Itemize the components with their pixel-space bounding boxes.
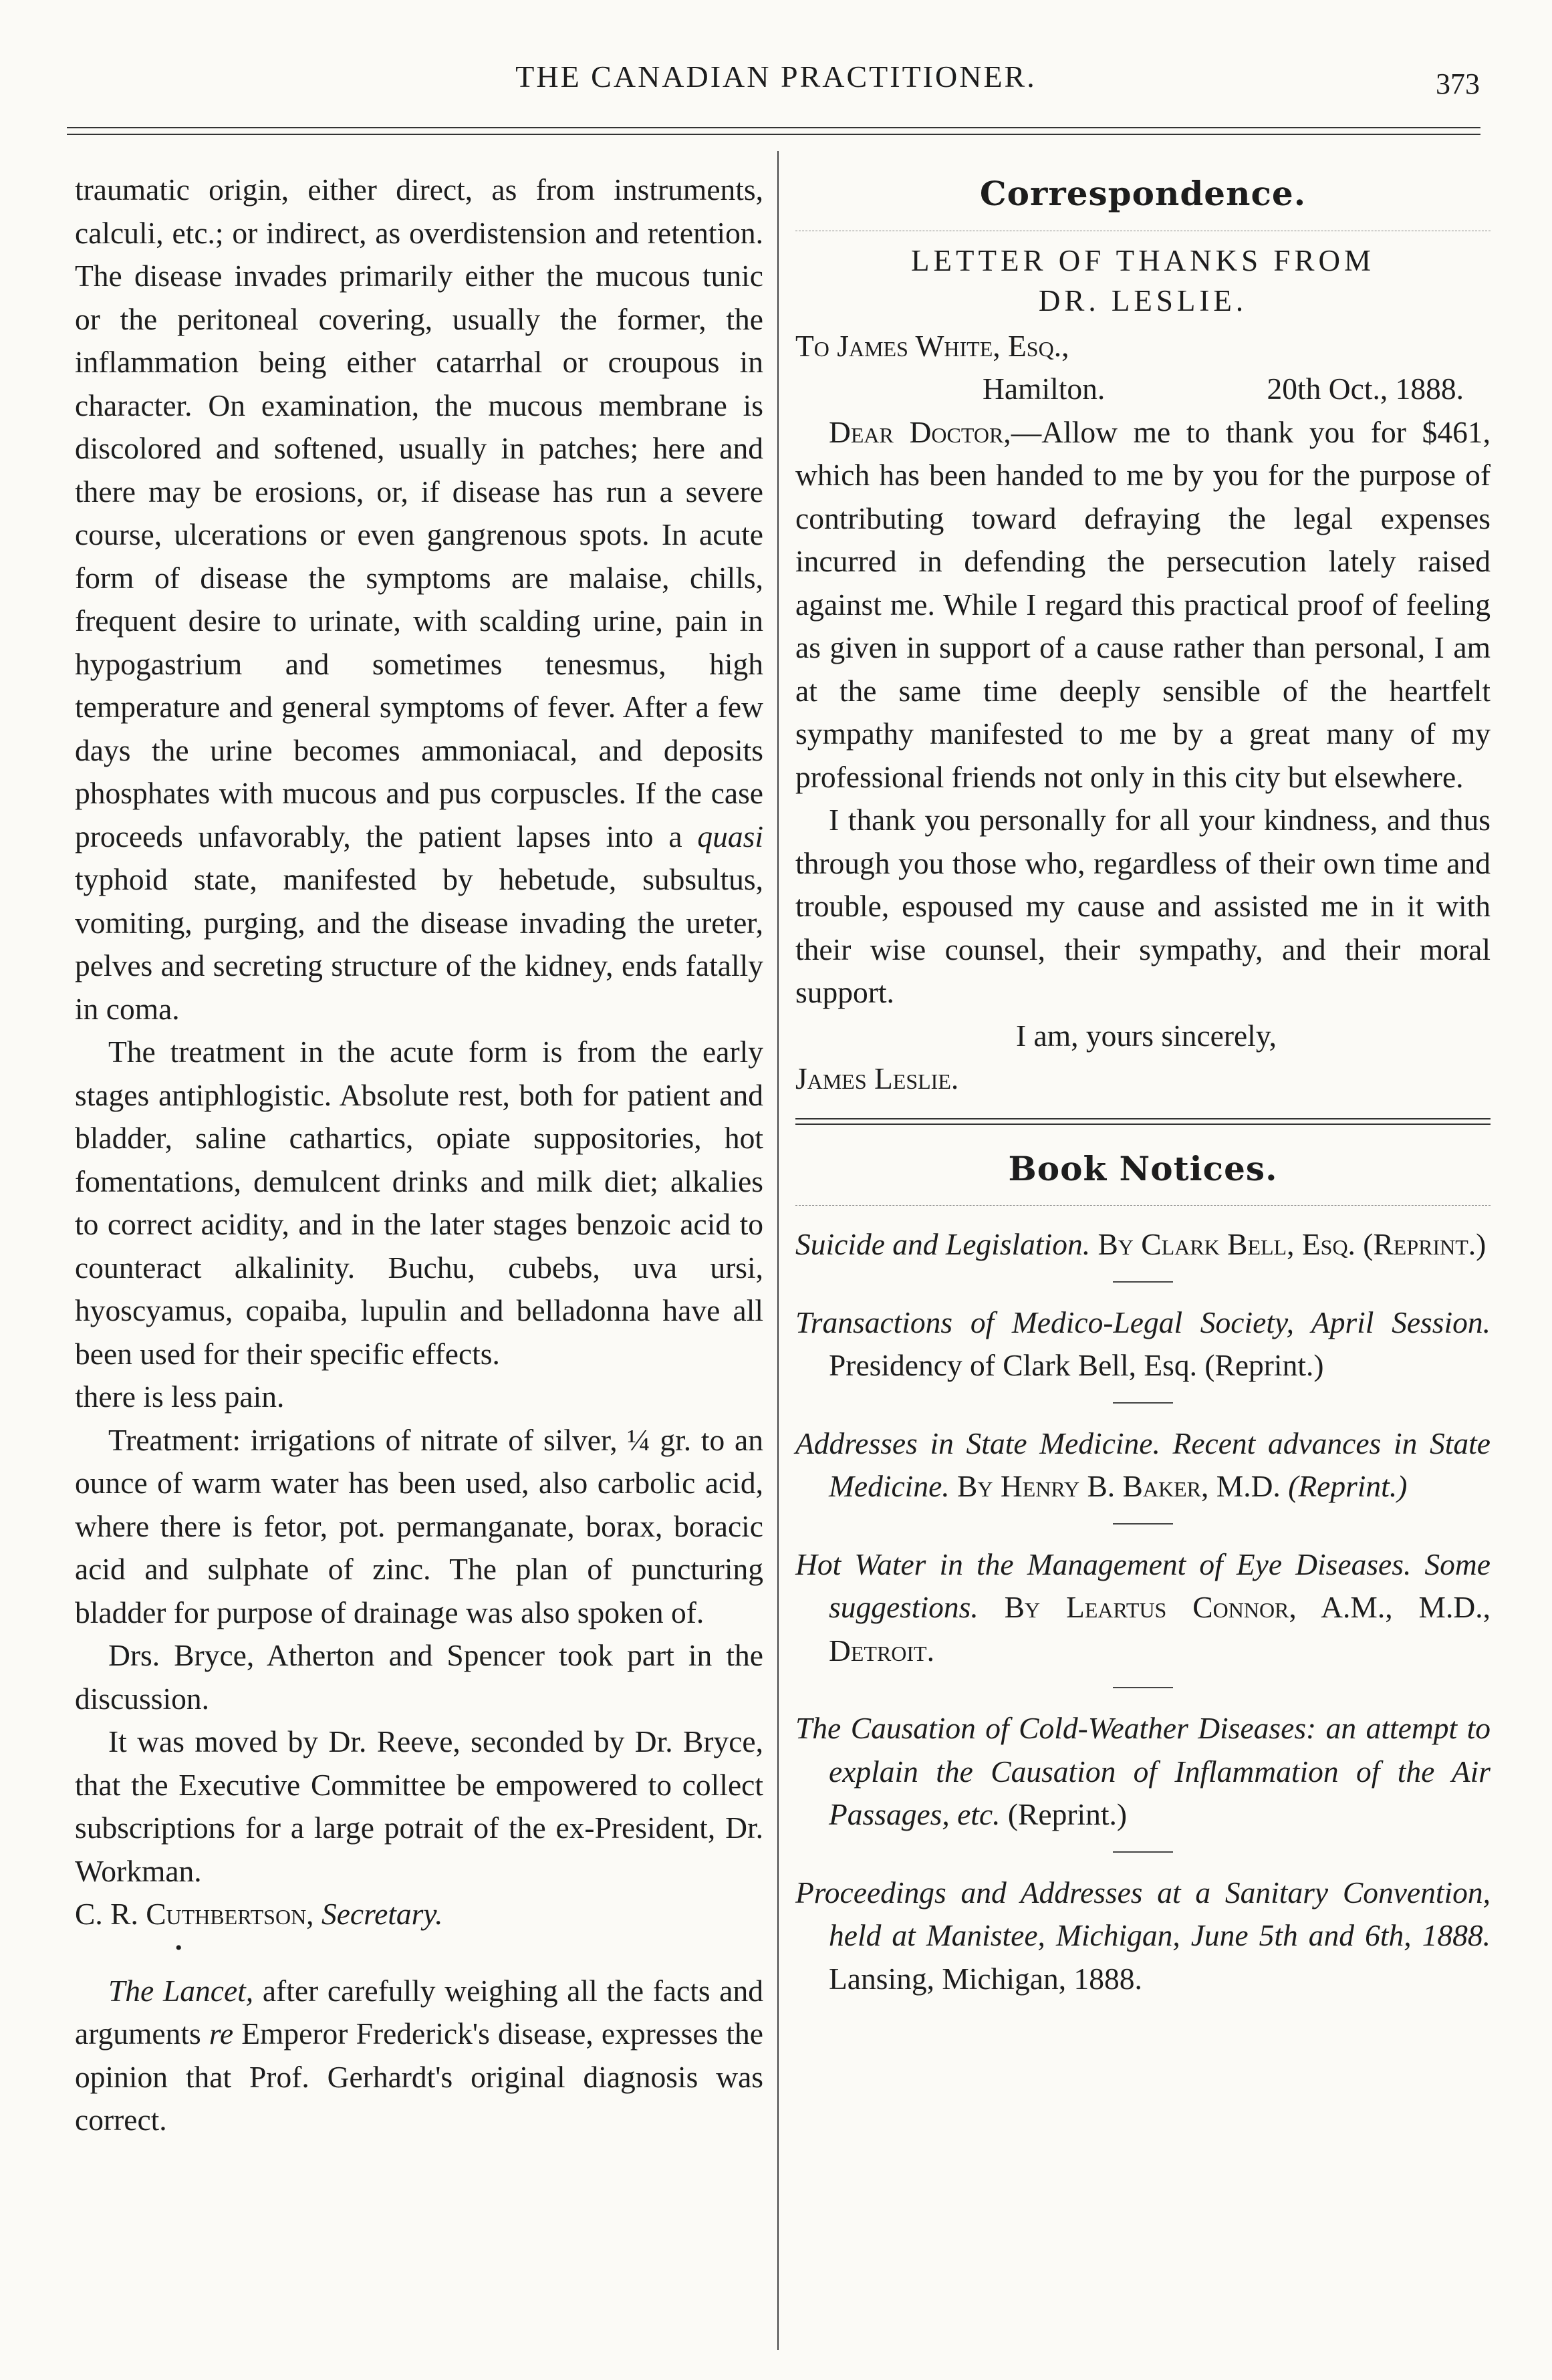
paragraph-lancet xyxy=(75,1970,763,2142)
paragraph-cystitis-description xyxy=(75,168,763,1031)
letter-paragraph-2: I thank you personally for all your kindness, and thus through you those who, regardless of their own time and trouble, espoused my cause and assisted me in it with their wise counsel, their sympathy, and their moral support. xyxy=(795,803,1491,1009)
signature-title: Secretary. xyxy=(321,1897,443,1931)
paragraph-text-end: typhoid state, manifested by hebetude, subsultus, vomiting, purging, and the disease invading the ureter, pelves and secreting structure of the kidney, ends fatally in coma. xyxy=(75,862,763,1026)
notice-divider xyxy=(1113,1523,1173,1525)
section-double-rule xyxy=(795,1118,1491,1125)
notice-details: By Leartus Connor, A.M., M.D., Detroit. xyxy=(829,1590,1491,1668)
lancet-re: re xyxy=(209,2016,234,2051)
notice-details: Lansing, Michigan, 1888. xyxy=(829,1961,1142,1996)
notice-title: Addresses in State Medicine. Recent advances in State Medicine. xyxy=(795,1426,1491,1503)
book-notice-item xyxy=(795,1223,1491,1267)
book-notice-item xyxy=(795,1871,1491,2001)
secretary-signature xyxy=(75,1893,763,1936)
letter-paragraph-1 xyxy=(795,411,1491,799)
page-number: 373 xyxy=(1436,68,1480,100)
paragraph-treatment-irrigations: Treatment: irrigations of nitrate of silver, ¼ gr. to an ounce of warm water has been used, also carbolic acid, where there is fetor, pot. permanganate, borax, boracic acid and sulphate of zinc. The plan of puncturing bladder for purpose of drainage was also spoken of. xyxy=(75,1422,763,1629)
letter-paragraph-1-text: —Allow me to thank you for $461, which has been handed to me by you for the purpose of contributing toward defraying the legal expenses incurred in defending the persecution lately raised against me. While I regard this practical proof of feeling as given in support of a cause rather than personal, I am at the same time deeply sensible of the heartfelt sympathy manifested to me by a great many of my professional friends not only in this city but elsewhere. xyxy=(795,414,1491,794)
lancet-text: after carefully weighing all the facts and arguments xyxy=(75,1973,763,2051)
right-column xyxy=(795,168,1491,2000)
book-notices-heading: Book Notices. xyxy=(1008,1148,1278,1188)
notice-divider xyxy=(1113,1851,1173,1853)
notice-title: The Causation of Cold-Weather Diseases: an attempt to explain the Causation of Inflammation of the Air Passages, etc. xyxy=(795,1711,1491,1831)
notice-title: Transactions of Medico-Legal Society, April Session. xyxy=(795,1305,1491,1339)
letter-date: 20th Oct., 1888. xyxy=(1267,372,1464,406)
letter-place-date xyxy=(795,368,1491,411)
letter-closing: I am, yours sincerely, xyxy=(1016,1018,1277,1053)
paragraph-less-pain: there is less pain. xyxy=(75,1379,285,1414)
letter-title xyxy=(795,241,1491,321)
paragraph-discussion: Drs. Bryce, Atherton and Spencer took part in the discussion. xyxy=(75,1638,763,1716)
letter-salutation: Dear Doctor, xyxy=(829,414,1011,449)
letter-title-line-2: DR. LESLIE. xyxy=(1038,283,1248,317)
notice-details: By Henry B. Baker, M.D. xyxy=(949,1469,1289,1503)
signature-name: C. R. Cuthbertson, xyxy=(75,1897,314,1931)
notice-divider xyxy=(1113,1687,1173,1688)
lancet-text-end: Emperor Frederick's disease, expresses the opinion that Prof. Gerhardt's original diagnosis was correct. xyxy=(75,2016,763,2137)
notice-details: By Clark Bell, Esq. (Reprint.) xyxy=(1090,1227,1486,1261)
letter-signer: James Leslie. xyxy=(795,1061,959,1095)
running-title: THE CANADIAN PRACTITIONER. xyxy=(515,59,1037,94)
paragraph-text: traumatic origin, either direct, as from instruments, calculi, etc.; or indirect, as overdistension and retention. The disease invades primarily either the mucous tunic or the peritoneal covering, usually the former, the inflammation being either catarrhal or croupous in character. On examination, the mucous membrane is discolored and softened, usually in patches; here and there may be erosions, or, if disease has run a severe course, ulcerations or even gangrenous spots. In acute form of disease the symptoms are malaise, chills, frequent desire to urinate, with scalding urine, pain in hypogastrium and sometimes tenesmus, high temperature and general symptoms of fever. After a few days the urine becomes ammoniacal, and deposits phosphates with mucous and pus corpuscles. If the case proceeds unfavorably, the patient lapses into a xyxy=(75,172,763,853)
notice-title: Hot Water in the Management of Eye Diseases. Some suggestions. xyxy=(795,1547,1491,1624)
header-rule-bottom xyxy=(67,134,1480,135)
header-rule-top xyxy=(67,127,1480,128)
correspondence-heading: Correspondence. xyxy=(979,174,1307,213)
letter-addressee: To James White, Esq., xyxy=(795,328,1069,363)
notice-details: Presidency of Clark Bell, Esq. (Reprint.) xyxy=(829,1348,1324,1382)
book-notice-item xyxy=(795,1301,1491,1387)
column-divider xyxy=(777,151,779,2350)
notice-tail: (Reprint.) xyxy=(1288,1469,1408,1503)
notice-title: Suicide and Legislation. xyxy=(795,1227,1091,1261)
lancet-title: The Lancet, xyxy=(108,1973,254,2008)
letter-title-line-1: LETTER OF THANKS FROM xyxy=(911,243,1375,277)
left-column xyxy=(75,168,763,2142)
book-notice-item xyxy=(795,1543,1491,1673)
notice-divider xyxy=(1113,1402,1173,1404)
book-notices-rule xyxy=(795,1205,1491,1206)
paragraph-motion: It was moved by Dr. Reeve, seconded by Dr. Bryce, that the Executive Committee be empowered to collect subscriptions for a large potrait of the ex-President, Dr. Workman. xyxy=(75,1724,763,1888)
notice-title: Proceedings and Addresses at a Sanitary Convention, held at Manistee, Michigan, June 5th and 6th, 1888. xyxy=(795,1875,1491,1952)
book-notice-item xyxy=(795,1422,1491,1508)
notice-divider xyxy=(1113,1281,1173,1283)
italic-term: quasi xyxy=(697,819,763,853)
book-notice-item xyxy=(795,1707,1491,1837)
letter-place: Hamilton. xyxy=(983,372,1106,406)
notice-details: (Reprint.) xyxy=(1000,1797,1128,1831)
paragraph-treatment-acute: The treatment in the acute form is from the early stages antiphlogistic. Absolute rest, both for patient and bladder, saline cathartics, opiate suppositories, hot fomentations, demulcent drinks and milk diet; alkalies to correct acidity, and in the later stages benzoic acid to counteract alkalinity. Buchu, cubebs, uva ursi, hyoscyamus, copaiba, lupulin and belladonna have all been used for their specific effects. xyxy=(75,1035,763,1371)
bullet-dot: • xyxy=(175,1936,182,1959)
